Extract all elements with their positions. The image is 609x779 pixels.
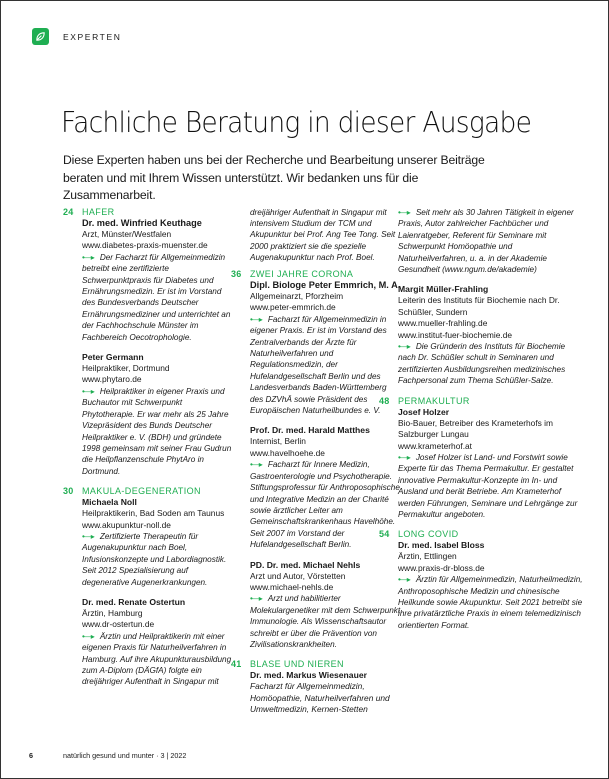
expert-entry [231, 425, 401, 550]
expert-url[interactable]: www.havelhoehe.de [250, 447, 325, 458]
expert-description: Die Gründerin des Instituts für Biochemie nach Dr. Schüßler schult in Seminaren und zertifizierten Ausbildungsreihen medizinisches Fachpersonal zum Thema Schüßler-Salze. [398, 342, 566, 386]
expert-name: Dr. med. Markus Wiesenauer [250, 670, 367, 681]
expert-entry [231, 560, 401, 651]
expert-role: Heilpraktiker, Dortmund [82, 363, 170, 374]
expert-role: Facharzt für Allgemeinmedizin, Homöopathie, Naturheilverfahren und Umweltmedizin, Kernen-Stetten [250, 681, 390, 715]
expert-entry [398, 407, 583, 521]
column-2 [231, 207, 401, 725]
expert-role: Bio-Bauer, Betreiber des Krameterhofs im Salzburger Lungau [398, 417, 554, 440]
expert-role: Leiterin des Instituts für Biochemie nach Dr. Schüßler, Sundern [398, 295, 560, 317]
topic-page-number: 30 [63, 486, 74, 497]
expert-url[interactable]: www.krameterhof.at [398, 440, 473, 451]
expert-entry [398, 540, 583, 631]
expert-url[interactable]: www.phytaro.de [82, 374, 142, 385]
topic-title: LONG COVID [398, 529, 459, 540]
intro-text: Diese Experten haben uns bei der Recherche und Bearbeitung unserer Beiträge beraten und mit Ihrem Wissen unterstützt. Wir bedanken uns für die Zusammenarbeit. [63, 153, 485, 202]
expert-entry-continued [398, 207, 583, 275]
arrow-icon: •—▸ [398, 342, 410, 352]
arrow-icon: •—▸ [250, 314, 262, 324]
publication-info: natürlich gesund und munter · 3 | 2022 [63, 751, 187, 760]
topic-heading [379, 529, 583, 540]
arrow-icon: •—▸ [82, 252, 94, 262]
arrow-icon: •—▸ [82, 531, 94, 541]
expert-url[interactable]: www.akupunktur-noll.de [82, 519, 171, 530]
topic-title: HAFER [82, 207, 115, 217]
arrow-icon: •—▸ [82, 631, 94, 641]
topic-page-number: 24 [63, 207, 74, 217]
expert-entry [63, 352, 233, 477]
expert-name: Dr. med. Isabel Bloss [398, 540, 485, 551]
expert-entry-continued [231, 207, 401, 265]
expert-url[interactable]: www.praxis-dr-bloss.de [398, 562, 485, 573]
arrow-icon: •—▸ [82, 386, 94, 396]
expert-name: Josef Holzer [398, 406, 450, 417]
column-3 [379, 207, 583, 640]
leaf-icon [32, 28, 49, 45]
expert-role: Allgemeinarzt, Pforzheim [250, 291, 344, 301]
expert-description: Heilpraktiker in eigener Praxis und Buchautor mit Schwerpunkt Phytotherapie. Er war mehr als 25 Jahre Vizepräsident des Bunds Deutscher Heilpraktiker e. V. (BDH) und gründete 1998 gemeinsam mit seiner Frau Gudrun die Heilpflanzenschule PhytAro in Dortmund. [82, 386, 232, 476]
section-label: EXPERTEN [63, 31, 122, 42]
topic-heading [379, 396, 583, 407]
expert-entry [63, 218, 233, 343]
topic-title: BLASE UND NIEREN [250, 659, 344, 670]
expert-description-continued: dreijähriger Aufenthalt in Singapur mit intensivem Studium der TCM und Akupunktur bei Prof. Ang Tee Tong. Seit 2000 praktiziert sie die spezielle Augenakupunktur nach Prof. Boel. [250, 207, 396, 263]
expert-role: Internist, Berlin [250, 436, 306, 447]
expert-description: Der Facharzt für Allgemeinmedizin betreibt eine zertifizierte Schwerpunktpraxis für Diabetes und Ernährungsmedizin. Er ist im Vorstand des Bundesverbands Deutscher Ernährungsmediziner und unterrichtet an der Fachhochschule Münster im Fachbereich Oecotrophologie. [82, 252, 231, 342]
expert-name: Prof. Dr. med. Harald Matthes [250, 425, 370, 436]
topic-page-number: 41 [231, 659, 242, 670]
expert-name: PD. Dr. med. Michael Nehls [250, 559, 361, 570]
expert-description: Seit mehr als 30 Jahren Tätigkeit in eigener Praxis, Autor zahlreicher Fachbücher und Laienratgeber, Referent für Seminare mit Schwerpunkt Homöopathie und Naturheilverfahren, u. a. in der Akademie Gesundheit (www.ngum.de/akademie) [398, 208, 574, 275]
arrow-icon: •—▸ [250, 460, 262, 470]
topic-page-number: 48 [379, 395, 390, 406]
page-title: Fachliche Beratung in dieser Ausgabe [61, 106, 532, 139]
section-header [32, 28, 121, 45]
expert-description: Facharzt für Innere Medizin, Gastroenterologie und Psychotherapie. Stiftungsprofessur für Anthroposophische und Integrative Medizin an der Charité sowie ärztlicher Leiter am Gemeinschaftskrankenhaus Havelhöhe. Seit 2007 im Vorstand der Hufelandgesellschaft Berlin. [250, 460, 400, 550]
expert-description: Ärztin für Allgemeinmedizin, Naturheilmedizin, Anthroposophische Medizin und chinesische Heilkunde sowie Akupunktur. Seit 2021 betreibt sie ihre privatärztliche Praxis in einem telemedizinisch orientierten Format. [398, 575, 583, 630]
expert-name: Dipl. Biologe Peter Emmrich, M. A. [250, 280, 401, 290]
topic-title: PERMAKULTUR [398, 395, 470, 406]
topic-page-number: 36 [231, 269, 242, 279]
topic-heading [63, 207, 233, 218]
expert-entry [63, 597, 233, 689]
expert-name: Margit Müller-Frahling [398, 284, 489, 295]
expert-role: Arzt, Münster/Westfalen [82, 229, 172, 239]
topic-heading [231, 269, 401, 280]
topic-heading [231, 659, 401, 670]
expert-url[interactable]: www.peter-emmrich.de [250, 302, 336, 313]
expert-name: Peter Germann [82, 352, 144, 363]
expert-role: Ärztin, Hamburg [82, 607, 143, 618]
topic-page-number: 54 [379, 529, 390, 540]
expert-entry [231, 280, 401, 416]
topic-title: ZWEI JAHRE CORONA [250, 269, 354, 279]
page-footer [29, 751, 186, 760]
expert-entry [63, 497, 233, 588]
arrow-icon: •—▸ [398, 452, 410, 462]
arrow-icon: •—▸ [250, 594, 262, 604]
expert-url[interactable]: www.michael-nehls.de [250, 581, 334, 592]
expert-role: Ärztin, Ettlingen [398, 551, 457, 562]
topic-heading [63, 486, 233, 497]
column-1 [63, 207, 233, 689]
expert-entry [231, 670, 401, 715]
expert-name: Dr. med. Renate Ostertun [82, 596, 186, 607]
arrow-icon: •—▸ [398, 208, 410, 217]
expert-url[interactable]: www.mueller-frahling.de [398, 318, 488, 329]
expert-entry [398, 284, 583, 386]
expert-url[interactable]: www.diabetes-praxis-muenster.de [82, 240, 208, 251]
expert-description: Facharzt für Allgemeinmedizin in eigener Praxis. Er ist im Vorstand des Zentralverbands der Ärzte für Naturheilverfahren und Regulationsmedizin, der Hufelandgesellschaft Berlin und des Landesverbands Baden-Württemberg des DZVhÄ sowie Präsident des Europäischen Naturheilbundes e. V. [250, 314, 387, 416]
expert-description: Ärztin und Heilpraktikerin mit einer eigenen Praxis für Naturheilverfahren in Hamburg. Auf ihre Akupunkturausbildung zum A-Diplom (DÄGfA) folgte ein dreijähriger Aufenthalt in Singapur mit [82, 631, 232, 687]
expert-role: Arzt und Autor, Vörstetten [250, 570, 346, 581]
expert-url[interactable]: www.dr-ostertun.de [82, 619, 155, 630]
expert-name: Dr. med. Winfried Keuthage [82, 218, 202, 228]
expert-description: Zertifizierte Therapeutin für Augenakupunktur nach Boel, Infusionskonzepte und Labordiagnostik. Seit 2012 Spezialisierung auf degenerative Augenerkrankungen. [82, 531, 227, 587]
arrow-icon: •—▸ [398, 575, 410, 585]
topic-title: MAKULA-DEGENERATION [82, 486, 201, 497]
expert-description: Arzt und habilitierter Molekulargenetiker mit dem Schwerpunkt Immunologie. Als Wissenschaftsautor schreibt er über die Prävention von Zivilisationskrankheiten. [250, 594, 401, 649]
expert-role: Heilpraktikerin, Bad Soden am Taunus [82, 508, 225, 519]
expert-name: Michaela Noll [82, 497, 137, 508]
expert-description: Josef Holzer ist Land- und Forstwirt sowie Experte für das Thema Permakultur. Er gestaltet innovative Permakultur-Konzepte im In- und Ausland und berät Betriebe. Am Krameterhof werden Führungen, Seminare und Lehrgänge zur Permakultur angeboten. [398, 452, 578, 519]
expert-url[interactable]: www.institut-fuer-biochemie.de [398, 329, 513, 340]
page-number: 6 [29, 751, 33, 760]
